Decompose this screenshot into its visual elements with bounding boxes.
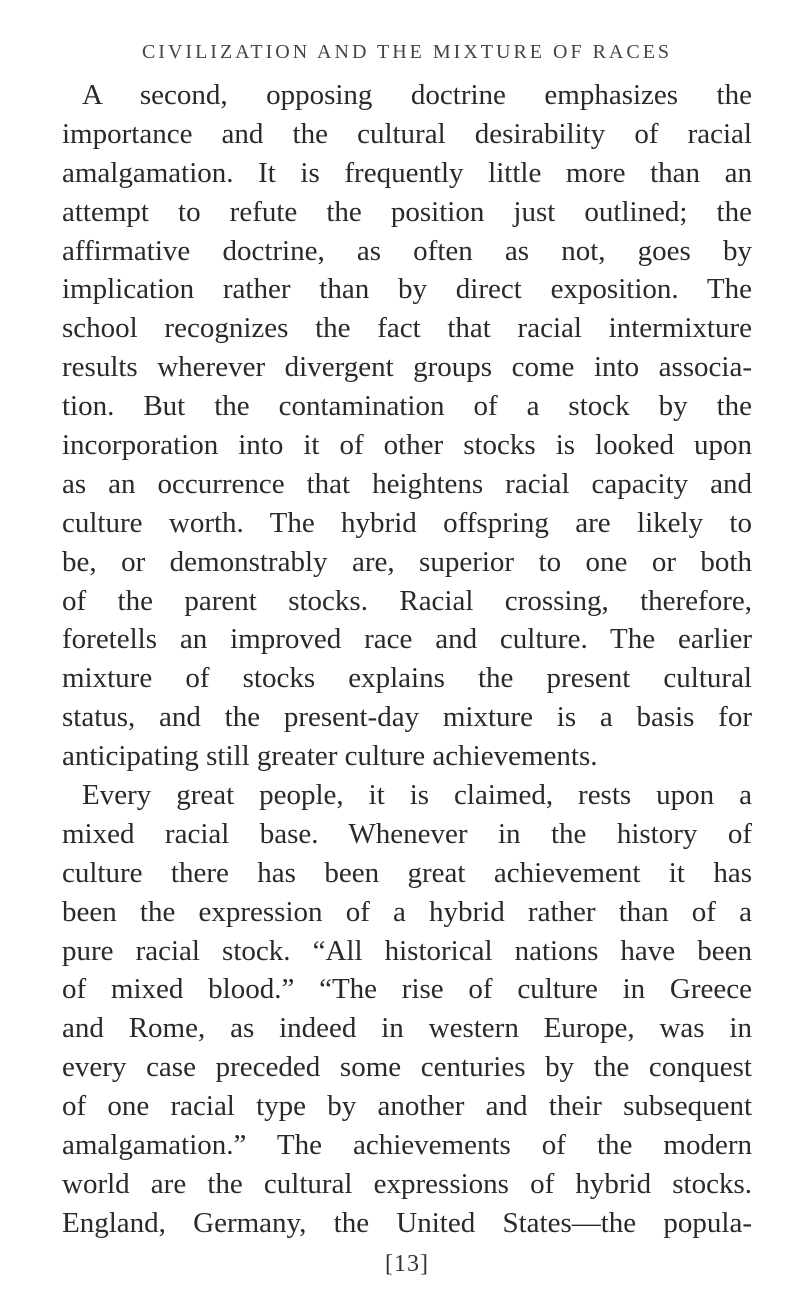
text-line: of mixed blood.” “The rise of culture in Greece: [62, 973, 752, 1006]
page-number: [13]: [385, 1250, 429, 1277]
text-line: status, and the present-day mixture is a basis for: [62, 701, 752, 734]
text-line: every case preceded some centuries by the conquest: [62, 1051, 752, 1084]
text-line: and Rome, as indeed in western Europe, was in: [62, 1012, 752, 1045]
text-line: culture there has been great achievement it has: [62, 856, 752, 889]
text-line: results wherever divergent groups come into associa-: [62, 351, 752, 384]
text-line: attempt to refute the position just outlined; the: [62, 195, 752, 228]
text-line: of one racial type by another and their subsequent: [62, 1090, 752, 1123]
text-line: of the parent stocks. Racial crossing, therefore,: [62, 584, 752, 617]
text-line: Every great people, it is claimed, rests upon a: [82, 779, 752, 812]
text-line: school recognizes the fact that racial intermixture: [62, 312, 752, 345]
text-line: amalgamation.” The achievements of the modern: [62, 1129, 752, 1162]
text-line: anticipating still greater culture achievements.: [62, 740, 598, 773]
text-line: incorporation into it of other stocks is looked upon: [62, 429, 752, 462]
text-line: tion. But the contamination of a stock by the: [62, 390, 752, 423]
text-line: affirmative doctrine, as often as not, goes by: [62, 234, 752, 267]
text-line: England, Germany, the United States—the popula-: [62, 1206, 752, 1239]
text-line: be, or demonstrably are, superior to one or both: [62, 545, 752, 578]
text-line: mixed racial base. Whenever in the history of: [62, 817, 752, 850]
text-line: amalgamation. It is frequently little more than an: [62, 156, 752, 189]
text-line: world are the cultural expressions of hybrid stocks.: [62, 1167, 752, 1200]
running-head: CIVILIZATION AND THE MIXTURE OF RACES: [141, 41, 673, 63]
text-line: as an occurrence that heightens racial capacity and: [62, 467, 752, 500]
book-page: [62, 40, 752, 1278]
text-line: mixture of stocks explains the present cultural: [62, 662, 752, 695]
text-line: culture worth. The hybrid offspring are likely to: [62, 506, 752, 539]
text-line: implication rather than by direct exposition. The: [62, 273, 752, 306]
body-text: [62, 76, 752, 1243]
text-line: foretells an improved race and culture. The earlier: [62, 623, 752, 656]
text-line: pure racial stock. “All historical nations have been: [62, 934, 752, 967]
text-line: been the expression of a hybrid rather than of a: [62, 895, 752, 928]
text-line: A second, opposing doctrine emphasizes the: [82, 79, 752, 111]
text-line: importance and the cultural desirability of racial: [62, 117, 752, 150]
